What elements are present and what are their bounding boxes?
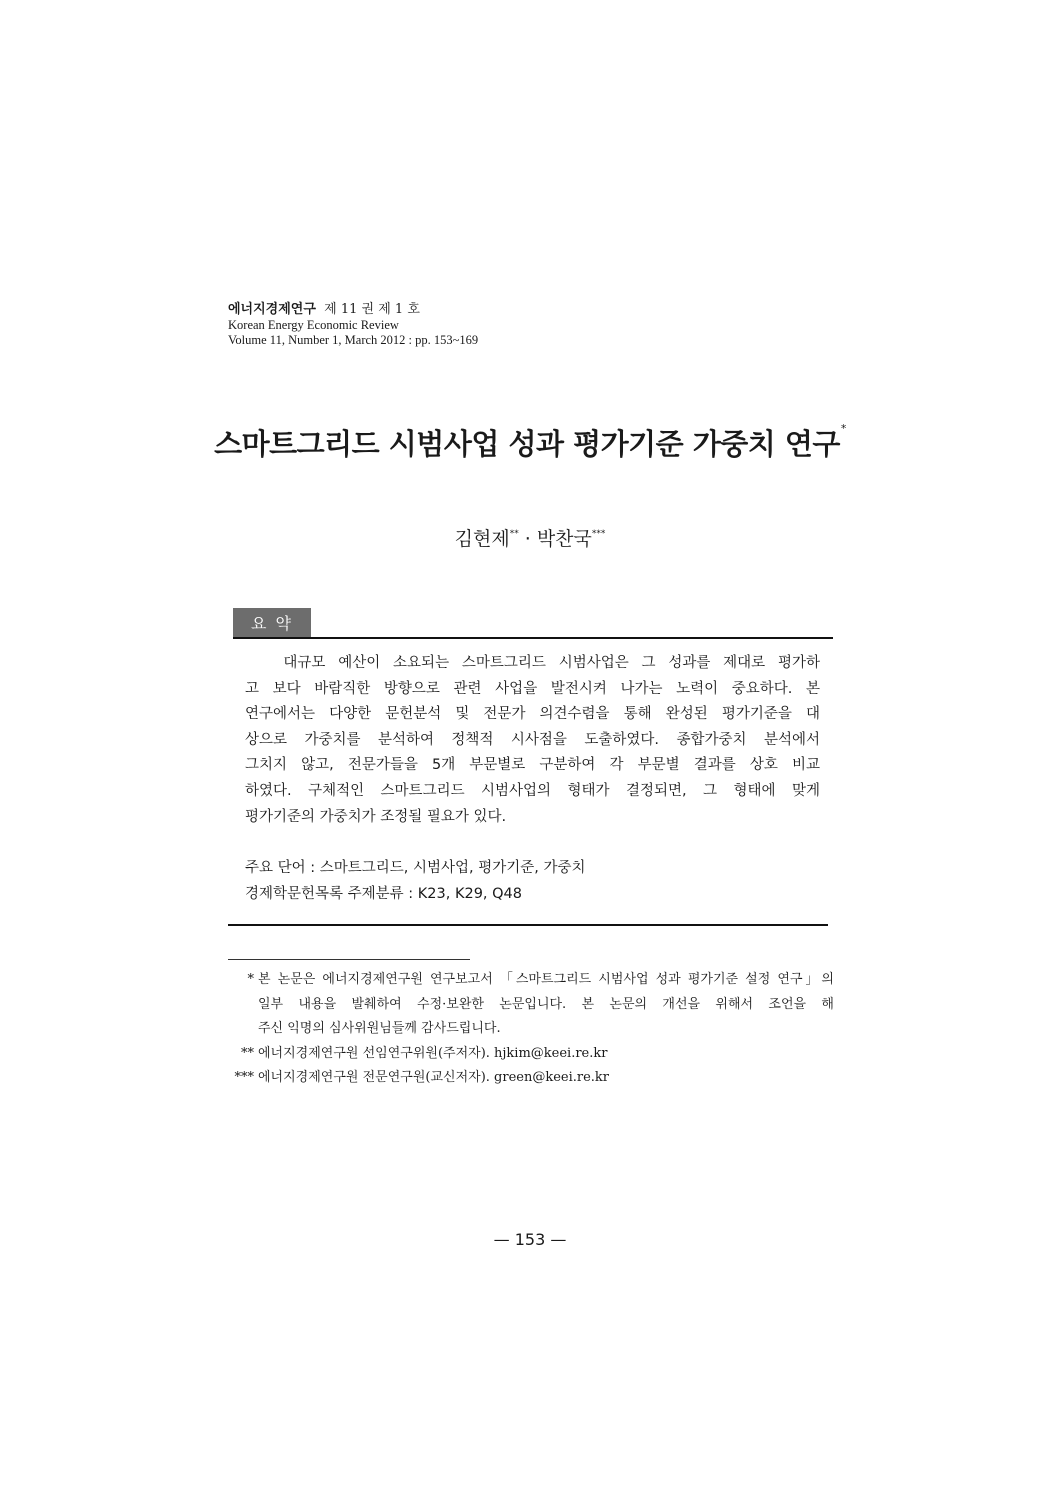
paper-title-text: 스마트그리드 시범사업 성과 평가기준 가중치 연구 (214, 427, 840, 461)
jel-classification-line: 경제학문헌목록 주제분류 : K23, K29, Q48 (245, 886, 523, 902)
abstract-bottom-rule (228, 924, 828, 926)
journal-name-line (228, 302, 478, 318)
abstract-line: 하였다. 구체적인 스마트그리드 시범사업의 형태가 결정되면, 그 형태에 맞게 (245, 782, 820, 799)
journal-name-kr: 에너지경제연구 (228, 302, 316, 317)
abstract-body (245, 651, 820, 830)
abstract-line: 평가기준의 가중치가 조정될 필요가 있다. (245, 808, 507, 825)
footnote-1 (228, 968, 834, 1042)
abstract-top-rule (233, 637, 833, 639)
page-number: — 153 — (493, 1230, 567, 1249)
footnote-2 (228, 1042, 834, 1067)
author-2-mark: *** (591, 529, 606, 539)
footnote-mark: *** (234, 1070, 254, 1085)
footnote-mark: ** (241, 1045, 254, 1061)
author-1: 김현제 (454, 528, 510, 550)
footnote-mark: * (247, 972, 254, 987)
footnote-3 (228, 1066, 834, 1091)
paper-title (0, 422, 1060, 463)
journal-name-en: Korean Energy Economic Review (228, 318, 399, 332)
footnote-line: 일부 내용을 발췌하여 수정·보완한 논문입니다. 본 논문의 개선을 위해서 조언을 해 (258, 996, 834, 1012)
abstract-heading: 요 약 (233, 608, 311, 638)
author-line (0, 524, 1060, 551)
abstract-line: 대규모 예산이 소요되는 스마트그리드 시범사업은 그 성과를 제대로 평가하 (283, 655, 821, 671)
footnote-line: 주신 익명의 심사위원님들께 감사드립니다. (258, 1021, 501, 1036)
footnote-line: 본 논문은 에너지경제연구원 연구보고서 「스마트그리드 시범사업 성과 평가기준 설정 연구」의 (258, 972, 834, 987)
title-footnote-mark: * (840, 422, 846, 435)
journal-volume: Volume 11, Number 1, March 2012 : pp. 153~169 (228, 333, 479, 347)
journal-issue-kr: 제 11 권 제 1 호 (324, 302, 420, 317)
abstract-line: 상으로 가중치를 분석하여 정책적 시사점을 도출하였다. 종합가중치 분석에서 (245, 731, 820, 748)
author-1-mark: ** (509, 529, 519, 539)
author-separator: · (518, 528, 537, 550)
abstract-line: 고 보다 바람직한 방향으로 관련 사업을 발전시켜 나가는 노력이 중요하다. 본 (245, 680, 820, 697)
footnotes (228, 968, 834, 1091)
footnote-line: 에너지경제연구원 전문연구원(교신저자). green@keei.re.kr (258, 1070, 610, 1085)
keywords-block (245, 855, 586, 907)
footnote-line: 에너지경제연구원 선임연구위원(주저자). hjkim@keei.re.kr (258, 1045, 608, 1061)
keywords-line: 주요 단어 : 스마트그리드, 시범사업, 평가기준, 가중치 (245, 860, 586, 876)
author-2: 박찬국 (536, 528, 592, 550)
abstract-line: 그치지 않고, 전문가들을 5개 부문별로 구분하여 각 부문별 결과를 상호 비교 (245, 757, 820, 774)
footnote-separator (228, 959, 470, 960)
journal-header (228, 302, 478, 348)
abstract-line: 연구에서는 다양한 문헌분석 및 전문가 의견수렴을 통해 완성된 평가기준을 대 (245, 706, 820, 723)
